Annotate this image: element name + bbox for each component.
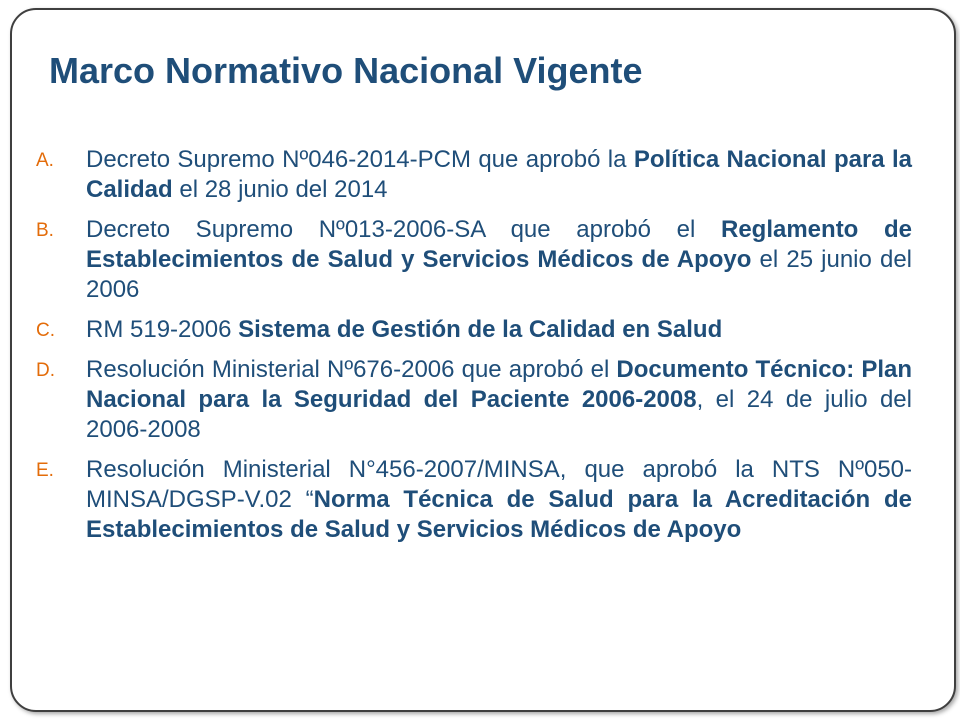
item-text-part: RM 519-2006 — [86, 316, 239, 343]
item-text-bold: Documento Técnico: Plan Nacional para la Seguridad del Paciente 2006-2008 — [86, 356, 912, 413]
list-item — [36, 455, 912, 545]
item-text-part: el 25 junio del 2006 — [86, 246, 913, 303]
list-item — [36, 355, 912, 445]
list-item — [36, 215, 912, 305]
list-marker: C. — [36, 320, 55, 341]
list-marker: B. — [36, 220, 54, 241]
item-text-bold: Reglamento de Establecimientos de Salud y Servicios Médicos de Apoyo — [86, 216, 912, 273]
item-text-bold: Política Nacional para la Calidad — [86, 146, 913, 203]
item-text-bold: Norma Técnica de Salud para la Acreditación de Establecimientos de Salud y Servicios Médicos de Apoyo — [86, 486, 913, 543]
list-marker: A. — [36, 150, 54, 171]
item-text-part: Resolución Ministerial N°456-2007/MINSA, que aprobó la NTS Nº050-MINSA/DGSP-V.02 “ — [86, 456, 912, 513]
item-text-part: Decreto Supremo Nº046-2014-PCM que aprobó la — [86, 146, 634, 173]
item-text-part: , el 24 de julio del 2006-2008 — [86, 386, 912, 443]
item-text-part: Resolución Ministerial Nº676-2006 que aprobó el — [86, 356, 617, 383]
regulation-list — [36, 145, 912, 555]
item-text-part: Decreto Supremo Nº013-2006-SA que aprobó el — [86, 216, 721, 243]
list-marker: E. — [36, 460, 54, 481]
list-item — [36, 145, 912, 205]
item-text-bold: Sistema de Gestión de la Calidad en Salud — [238, 316, 723, 343]
list-item — [36, 315, 912, 345]
slide-title: Marco Normativo Nacional Vigente — [49, 50, 643, 91]
item-text-part: el 28 junio del 2014 — [172, 176, 388, 203]
list-marker: D. — [36, 360, 55, 381]
